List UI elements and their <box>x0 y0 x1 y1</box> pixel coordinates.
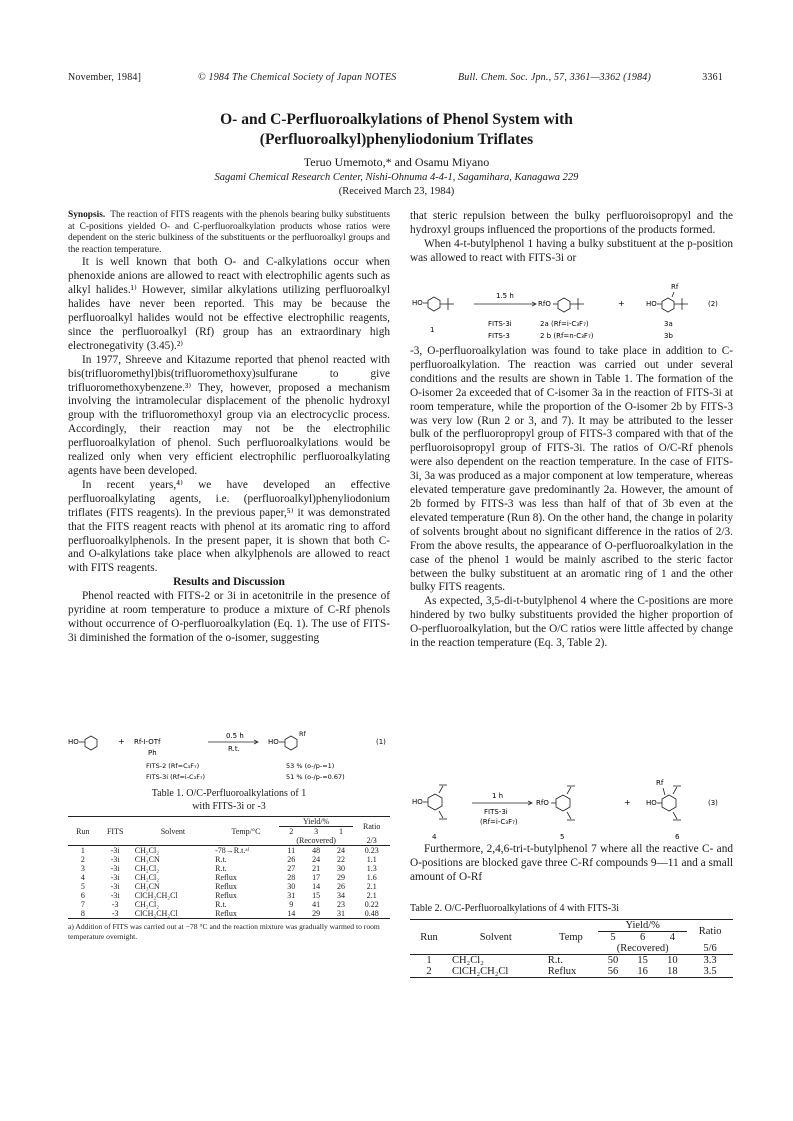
table-row <box>68 909 390 919</box>
table-cell: 22 <box>336 855 345 864</box>
table-row <box>68 855 390 864</box>
benzene-ring-icon <box>428 794 442 810</box>
equation-2 <box>410 280 733 342</box>
svg-text:+: + <box>624 798 631 807</box>
eq3-product-ho: HO <box>646 799 657 807</box>
table-cell: 26 <box>336 882 345 891</box>
table-cell: CH₂Cl₂ <box>134 846 159 855</box>
table-cell: 50 <box>607 955 619 966</box>
table-cell: 34 <box>336 891 345 900</box>
col-solvent: Solvent <box>479 931 512 943</box>
eq2-fits3i: FITS-3i <box>488 320 512 328</box>
synopsis-label: Synopsis. <box>68 210 106 220</box>
table-1-caption-line2: with FITS-3i or -3 <box>192 801 266 812</box>
col-temp: Temp/°C <box>231 826 261 836</box>
col-yield: Yield/% <box>279 817 354 827</box>
table-cell: 1 <box>426 955 432 966</box>
table-cell: 2.1 <box>366 882 377 891</box>
table-cell: 27 <box>287 864 296 873</box>
table-cell: 15 <box>312 891 321 900</box>
table-cell: -3i <box>110 873 120 882</box>
table-cell: ClCH₂CH₂Cl <box>451 966 509 977</box>
eq3-fits: FITS-3i <box>484 808 508 816</box>
table-cell: 3 <box>80 864 85 873</box>
table-cell: 1.6 <box>366 873 377 882</box>
equation-1 <box>68 732 390 790</box>
eq2-fits3: FITS-3 <box>488 332 510 340</box>
table-cell: Reflux <box>547 966 577 977</box>
table-cell: 29 <box>312 909 321 918</box>
eq2-3a: 3a <box>664 320 673 328</box>
table-cell: 0.22 <box>364 900 379 909</box>
paragraph-right-1: that steric repulsion between the bulky perfluoroisopropyl and the hydroxyl groups influenced the proportions of the products formed. <box>410 210 733 236</box>
table-1 <box>68 787 390 941</box>
col-solvent: Solvent <box>160 826 186 836</box>
table-header-row <box>68 817 390 827</box>
svg-text:+: + <box>618 299 625 308</box>
eq2-rf-label: Rf <box>671 283 679 291</box>
table-cell: 3.5 <box>703 966 717 977</box>
table-row <box>410 966 733 978</box>
paragraph-intro-2: In 1977, Shreeve and Kitazume reported that phenol reacted with bis(trifluoromethyl)bis(trifluoromethoxy)sulfurane to give trifluoromethoxybenzene.³⁾ They, however, proposed a mechanism involving the intramolecular displacement of the phenolic hydroxyl group with the trifluoromethoxyl group via an electrocyclic process. Accordingly, their reaction may not be the electrophilic perfluoroalkylation of phenol. Such perfluoroalkylations would be realized only when very efficient electrophilic perfluoroalkylating agents have been developed. <box>68 353 390 477</box>
table-cell: 14 <box>287 909 296 918</box>
equation-2-structures <box>410 280 733 342</box>
table-1-grid <box>68 817 390 919</box>
table-row <box>68 846 390 856</box>
table-cell: Reflux <box>215 891 237 900</box>
table-cell: 23 <box>336 900 345 909</box>
eq3-rf-label: Rf <box>656 779 664 787</box>
authors: Teruo Umemoto,* and Osamu Miyano <box>303 155 490 169</box>
table-cell: 7 <box>80 900 85 909</box>
col-run: Run <box>76 826 90 836</box>
table-2 <box>410 902 733 978</box>
table-cell: Reflux <box>215 882 237 891</box>
table-cell: 24 <box>336 846 345 855</box>
benzene-ring-icon <box>662 795 676 811</box>
received-date: (Received March 23, 1984) <box>338 186 455 197</box>
header-society: © 1984 The Chemical Society of Japan NOTES <box>198 72 397 83</box>
table-cell: 14 <box>312 882 321 891</box>
table-cell: Reflux <box>215 873 237 882</box>
right-column-top <box>410 210 733 266</box>
eq1-reagent: Rf-I-OTf <box>134 738 161 746</box>
table-cell: CH₂Cl₂ <box>451 955 484 966</box>
svg-text:+: + <box>118 737 125 746</box>
eq3-rfo-label: RfO <box>536 799 549 807</box>
table-row <box>68 891 390 900</box>
benzene-ring-icon <box>662 298 674 312</box>
eq3-time: 1 h <box>492 792 504 800</box>
eq3-compound-5: 5 <box>560 833 565 841</box>
eq1-product-ho: HO <box>268 738 279 746</box>
paper-title-line2: (Perfluoroalkyl)phenyliodonium Triflates <box>259 131 534 148</box>
eq2-product-ho: HO <box>646 300 657 308</box>
table-row <box>68 873 390 882</box>
eq2-ho-label: HO <box>412 299 423 307</box>
table-cell: 11 <box>287 846 296 855</box>
col-yield: Yield/% <box>598 920 687 932</box>
paragraph-intro-3: In recent years,⁴⁾ we have developed an effective perfluoroalkylating agents, i.e. (perfluoroalkyl)phenyliodonium triflates (FITS reagents). In the previous paper,⁵⁾ it was demonstrated that the FITS reagent reacts with phenol at its aromatic ring to afford perfluoroalkylphenols. In the present paper, it is shown that both C- and O-alkylations take place when alkylphenols are allowed to react with FITS reagents. <box>68 478 390 575</box>
table-2-caption: Table 2. O/C-Perfluoroalkylations of 4 with FITS-3i <box>410 903 619 914</box>
table-cell: 10 <box>667 955 678 966</box>
table-cell: 2 <box>80 855 85 864</box>
eq2-compound-1: 1 <box>430 326 435 334</box>
table-cell: 48 <box>312 846 321 855</box>
table-cell: R.t. <box>547 955 563 966</box>
table-cell: 8 <box>80 909 85 918</box>
eq2-time: 1.5 h <box>496 292 514 300</box>
table-cell: CH₃CN <box>134 882 160 891</box>
table-cell: 41 <box>312 900 321 909</box>
table-cell: 4 <box>80 873 85 882</box>
table-cell: ClCH₂CH₂Cl <box>134 891 178 900</box>
eq1-yield2: 51 % (o-/p-=0.67) <box>286 773 345 781</box>
eq2-3b: 3b <box>664 332 673 340</box>
table-cell: -3i <box>110 846 120 855</box>
equation-3-structures <box>410 776 733 842</box>
table-cell: 30 <box>287 882 296 891</box>
col-6: 6 <box>640 932 646 943</box>
table-cell: 17 <box>312 873 321 882</box>
col-recovered: (Recovered) <box>616 943 669 954</box>
table-cell: 1 <box>80 846 85 855</box>
benzene-ring-icon <box>558 298 570 312</box>
table-cell: 28 <box>287 873 296 882</box>
benzene-ring-icon <box>285 736 297 750</box>
col-1: 1 <box>338 827 343 836</box>
table-cell: 31 <box>336 909 345 918</box>
eq1-rf-label: Rf <box>299 730 306 738</box>
col-ratio-2-3: 2/3 <box>366 836 377 845</box>
eq3-ho-label: HO <box>412 798 423 806</box>
benzene-ring-icon <box>556 795 570 811</box>
col-recovered: (Recovered) <box>296 836 336 845</box>
table-cell: 15 <box>637 955 648 966</box>
col-3: 3 <box>314 827 319 836</box>
right-column-bottom <box>410 843 733 885</box>
table-cell: CH₂Cl₂ <box>134 873 159 882</box>
col-fits: FITS <box>106 826 124 836</box>
table-cell: 2.1 <box>366 891 377 900</box>
table-cell: -3i <box>110 882 120 891</box>
eq1-ph: Ph <box>148 749 157 757</box>
table-cell: 24 <box>312 855 321 864</box>
eq3-fits-rf: (Rf=i-C₃F₇) <box>480 818 518 826</box>
eq1-fits3i: FITS-3i (Rf=i-C₃F₇) <box>146 773 206 781</box>
table-cell: -78→R.t.ᵃ⁾ <box>215 846 250 855</box>
benzene-ring-icon <box>428 297 440 311</box>
col-ratio: Ratio <box>698 926 722 937</box>
table-cell: 3.3 <box>703 955 717 966</box>
col-ratio: Ratio <box>363 822 381 831</box>
col-5: 5 <box>610 932 616 943</box>
synopsis <box>68 210 390 256</box>
table-cell: CH₂Cl₂ <box>134 900 159 909</box>
eq1-cond: R.t. <box>228 745 240 753</box>
affiliation: Sagami Chemical Research Center, Nishi-Ohnuma 4-4-1, Sagamihara, Kanagawa 229 <box>214 172 579 183</box>
table-cell: 56 <box>607 966 619 977</box>
table-cell: CH₂Cl₂ <box>134 864 159 873</box>
table-cell: -3i <box>110 864 120 873</box>
table-cell: 2 <box>426 966 432 977</box>
col-4: 4 <box>669 932 675 943</box>
equation-3 <box>410 776 733 842</box>
table-row <box>68 900 390 909</box>
col-ratio-5-6: 5/6 <box>703 943 717 954</box>
benzene-ring-icon <box>85 736 97 750</box>
eq2-2b: 2 b (Rf=n-C₃F₇) <box>540 332 594 340</box>
eq1-fits2: FITS-2 (Rf=C₃F₇) <box>146 762 200 770</box>
table-cell: 0.23 <box>364 846 379 855</box>
paper-title-line1: O- and C-Perfluoroalkylations of Phenol System with <box>220 111 573 128</box>
table-row <box>410 955 733 967</box>
table-cell: 5 <box>80 882 85 891</box>
table-1-caption-line1: Table 1. O/C-Perfluoroalkylations of 1 <box>151 788 307 799</box>
table-cell: R.t. <box>215 855 227 864</box>
eq3-compound-4: 4 <box>432 833 437 841</box>
table-1-caption <box>68 787 390 813</box>
table-cell: -3i <box>110 891 120 900</box>
table-cell: 6 <box>80 891 85 900</box>
eq2-2a: 2a (Rf=i-C₃F₇) <box>540 320 589 328</box>
header-date: November, 1984] <box>68 72 142 83</box>
table-cell: 1.3 <box>366 864 377 873</box>
left-column <box>68 210 390 646</box>
paragraph-right-3: -3, O-perfluoroalkylation was found to take place in addition to C-perfluoroalkylation. The reaction was carried out under several conditions and the results are shown in Table 1. The formation of the O-isomer 2a exceeded that of C-isomer 3a in the reaction of FITS-3i at room temperature, while the proportion of the O-isomer 2b by FITS-3 was very low (Run 2 or 3, and 7). It may be attributed to the lesser bulk of the perfluoropropyl group of FITS-3 compared with that of the perfluoroisopropyl group of FITS-3i. The ratios of O/C-Rf phenols were also dependent on the reaction temperature. In the case of FITS-3i, 3a was produced as a major component at low temperature, whereas elevated temperature gave predominantly 2a. However, the amount of 2b formed by FITS-3 was less than half of that of 3b even at the elevated temperature (Run 8). On the other hand, the change in polarity of solvents brought about no significant difference in the ratios of 2/3. From the above results, the appearance of O-perfluoroalkylation in the case of the phenol 1 would be mainly ascribed to the steric factor between the bulky substituent at an aromatic ring of 1 and the other bulky FITS reagents. <box>410 345 733 594</box>
table-cell: 21 <box>312 864 321 873</box>
eq1-ho-label: HO <box>68 738 79 746</box>
equation-1-structures <box>68 732 390 790</box>
table-cell: R.t. <box>215 864 227 873</box>
table-cell: 18 <box>667 966 678 977</box>
paragraph-right-5: Furthermore, 2,4,6-tri-t-butylphenol 7 where all the reactive C- and O-positions are blocked gave three C-Rf compounds 9—11 and a small amount of O-Rf <box>410 843 733 883</box>
paragraph-intro-1: It is well known that both O- and C-alkylations occur when phenoxide anions are allowed to react with electrophilic agents such as alkyl halides.¹⁾ However, similar alkylations utilizing perfluoroalkyl halides have never been reported. This may be because the perfluoroalkyl halides would not be effective electrophilic reagents, since the perfluoroalkyl (Rf) group has an extraordinary high electronegativity (3.45).²⁾ <box>68 256 390 352</box>
table-row <box>68 882 390 891</box>
header-journal: Bull. Chem. Soc. Jpn., 57, 3361—3362 (1984) <box>458 72 652 83</box>
table-1-footnote: a) Addition of FITS was carried out at −78 °C and the reaction mixture was gradually warmed to room temperature overnight. <box>68 922 380 941</box>
eq2-rfo-label: RfO <box>538 300 551 308</box>
table-cell: 31 <box>287 891 296 900</box>
col-2: 2 <box>289 827 294 836</box>
table-cell: Reflux <box>215 909 237 918</box>
synopsis-text: The reaction of FITS reagents with the phenols bearing bulky substituents at C-positions yielded O- and C-perfluoroalkylation products whose ratios were dependent on the steric bulkiness of the substituents or the perfluoroalkyl groups and the reaction temperature. <box>68 210 390 255</box>
table-cell: 26 <box>287 855 296 864</box>
table-cell: 0.48 <box>364 909 379 918</box>
table-cell: -3i <box>110 855 120 864</box>
paragraph-results-1: Phenol reacted with FITS-2 or 3i in acetonitrile in the presence of pyridine at room temperature to produce a mixture of C-Rf phenols without occurrence of O-perfluoroalkylation (Eq. 1). The use of FITS-3i diminished the formation of the o-isomer, suggesting <box>68 590 390 644</box>
paragraph-right-4: As expected, 3,5-di-t-butylphenol 4 where the C-positions are more hindered by two bulky substituents provided the higher proportion of O-perfluoroalkylation, but the O/C ratios were little affected by change in the reaction temperature (Eq. 3, Table 2). <box>410 595 733 650</box>
table-row <box>68 864 390 873</box>
table-cell: ClCH₂CH₂Cl <box>134 909 178 918</box>
col-run: Run <box>420 931 438 943</box>
eq3-number: (3) <box>708 799 718 807</box>
section-heading: Results and Discussion <box>173 576 285 589</box>
col-temp: Temp <box>559 931 583 943</box>
eq3-compound-6: 6 <box>675 833 680 841</box>
table-cell: -3 <box>111 909 119 918</box>
eq1-number: (1) <box>376 738 386 746</box>
table-cell: 1.1 <box>366 855 377 864</box>
paragraph-right-2: When 4-t-butylphenol 1 having a bulky substituent at the p-position was allowed to react with FITS-3i or <box>410 237 733 264</box>
table-cell: 30 <box>336 864 345 873</box>
eq2-number: (2) <box>708 300 718 308</box>
table-cell: CH₃CN <box>134 855 160 864</box>
table-2-grid <box>410 920 733 978</box>
table-cell: -3 <box>111 900 119 909</box>
page-number: 3361 <box>702 72 723 83</box>
eq1-time: 0.5 h <box>226 732 244 740</box>
table-cell: 29 <box>336 873 345 882</box>
table-cell: 16 <box>637 966 648 977</box>
table-cell: 9 <box>289 900 294 909</box>
eq1-yield1: 53 % (o-/p-=1) <box>286 762 335 770</box>
right-column-middle <box>410 345 733 651</box>
table-cell: R.t. <box>215 900 227 909</box>
